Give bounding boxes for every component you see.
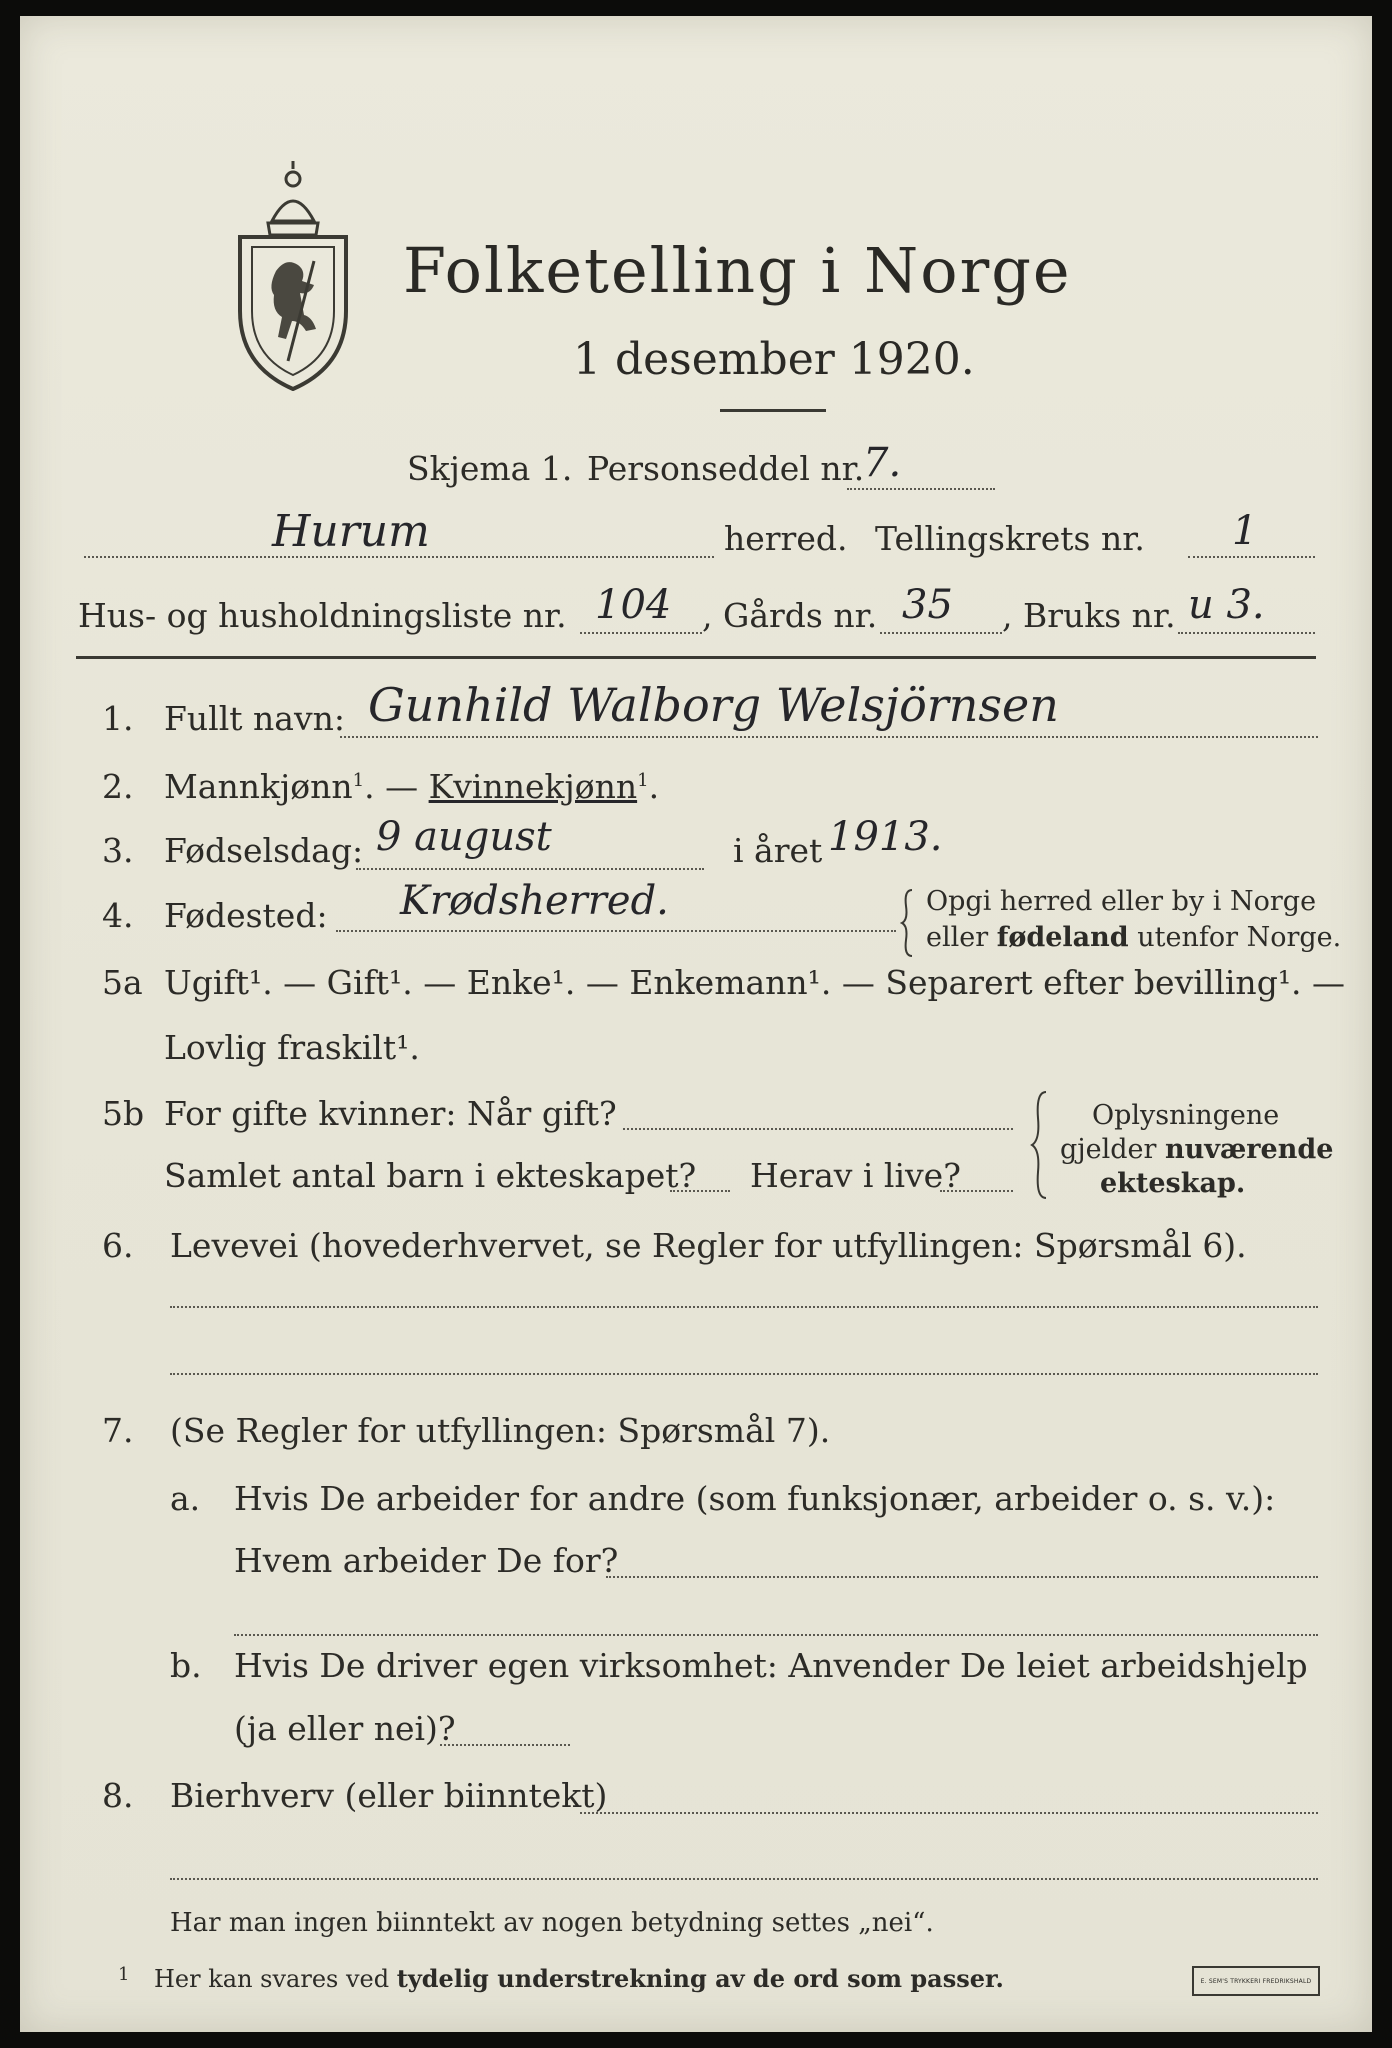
q5b-children-label: Samlet antal barn i ekteskapet?: [164, 1156, 697, 1195]
q6-line2: [170, 1373, 1318, 1375]
q5b-alive-line: [940, 1190, 1013, 1192]
q3-year-value[interactable]: 1913.: [828, 814, 943, 860]
title-divider: [720, 409, 826, 412]
q2-options: Mannkjønn$^1$. — Kvinnekjønn$^1$.: [164, 767, 660, 806]
hus-value[interactable]: 104: [595, 582, 672, 628]
census-date: 1 desember 1920.: [573, 334, 975, 385]
personseddel-label: Personseddel nr.: [587, 449, 865, 488]
herred-value[interactable]: Hurum: [272, 506, 430, 557]
q8-answer-line: [580, 1812, 1318, 1814]
q7a-line1: Hvis De arbeider for andre (som funksjonær, arbeider o. s. v.):: [234, 1479, 1276, 1518]
skjema-label: Skjema 1.: [407, 449, 573, 488]
bruks-value[interactable]: u 3.: [1188, 582, 1265, 628]
q4-brace: [900, 888, 916, 958]
tellingskrets-line: [1188, 556, 1315, 558]
printer-stamp: E. SEM'S TRYKKERI FREDRIKSHALD: [1192, 1966, 1320, 1996]
q5b-note-line2: gjelder nuværende: [1060, 1134, 1334, 1165]
tellingskrets-value[interactable]: 1: [1232, 508, 1258, 554]
q5b-brace: [1030, 1090, 1050, 1200]
q8-number: 8.: [102, 1776, 134, 1815]
q3-year-label: i året: [733, 831, 823, 870]
q6-line1: [170, 1306, 1318, 1308]
coat-of-arms-icon: [232, 161, 354, 391]
footnote-text: Her kan svares ved tydelig understrekning av de ord som passer.: [154, 1964, 1004, 1993]
q5b-note-line1: Oplysningene: [1092, 1100, 1280, 1131]
q5b-note-line3: ekteskap.: [1100, 1168, 1246, 1199]
q7a-answer-line: [606, 1576, 1318, 1578]
q4-line: [336, 930, 896, 932]
q5b-children-line: [670, 1190, 730, 1192]
q5a-options-cont[interactable]: Lovlig fraskilt¹.: [164, 1028, 420, 1067]
q1-line: [340, 736, 1318, 738]
tellingskrets-label: Tellingskrets nr.: [875, 519, 1145, 558]
q7b-line2: (ja eller nei)?: [234, 1709, 456, 1748]
q5a-number: 5a: [102, 963, 143, 1002]
q5b-alive-label: Herav i live?: [750, 1156, 961, 1195]
q3-number: 3.: [102, 831, 134, 870]
q7b-answer-line: [440, 1744, 570, 1746]
q8-answer-line2: [170, 1878, 1318, 1880]
personseddel-line: [847, 488, 995, 490]
footer-note: Har man ingen biinntekt av nogen betydning settes „nei“.: [170, 1908, 934, 1938]
section-divider: [76, 656, 1316, 659]
footnote-number: 1: [118, 1964, 130, 1985]
q6-number: 6.: [102, 1226, 134, 1265]
gards-value[interactable]: 35: [902, 582, 953, 628]
hus-label: Hus- og husholdningsliste nr.: [78, 596, 567, 635]
q5a-options[interactable]: Ugift¹. — Gift¹. — Enke¹. — Enkemann¹. — Separert efter bevilling¹. —: [164, 963, 1346, 1002]
q7b-line1: Hvis De driver egen virksomhet: Anvender De leiet arbeidshjelp: [234, 1646, 1308, 1685]
gards-line: [880, 632, 1002, 634]
q7-number: 7.: [102, 1411, 134, 1450]
q5b-label: For gifte kvinner: Når gift?: [164, 1094, 617, 1133]
q2-number: 2.: [102, 767, 134, 806]
q7a-letter: a.: [170, 1479, 201, 1518]
q4-label: Fødested:: [164, 896, 328, 935]
hus-line: [580, 632, 702, 634]
q3-day-value[interactable]: 9 august: [376, 814, 552, 860]
q7-label: (Se Regler for utfyllingen: Spørsmål 7).: [170, 1411, 831, 1450]
census-form-sheet: [20, 16, 1372, 2032]
herred-label: herred.: [724, 519, 848, 558]
q1-value[interactable]: Gunhild Walborg Welsjörnsen: [368, 678, 1059, 732]
q7b-letter: b.: [170, 1646, 202, 1685]
q7a-answer-line2: [234, 1634, 1318, 1636]
q3-day-line: [356, 868, 704, 870]
q4-note-line2: eller fødeland utenfor Norge.: [926, 922, 1342, 953]
q2-female-option[interactable]: Kvinnekjønn: [428, 767, 638, 806]
q1-label: Fullt navn:: [164, 699, 345, 738]
q2-separator: . —: [364, 767, 429, 806]
q6-label: Levevei (hovederhvervet, se Regler for utfyllingen: Spørsmål 6).: [170, 1226, 1247, 1265]
bruks-line: [1178, 632, 1315, 634]
gards-label: , Gårds nr.: [702, 596, 878, 635]
q2-male-option[interactable]: Mannkjønn: [164, 767, 353, 806]
q3-label: Fødselsdag:: [164, 831, 364, 870]
personseddel-value[interactable]: 7.: [863, 440, 902, 486]
q5b-when-line: [623, 1128, 1013, 1130]
q7a-line2: Hvem arbeider De for?: [234, 1541, 619, 1580]
q1-number: 1.: [102, 699, 134, 738]
q5b-number: 5b: [102, 1094, 145, 1133]
q8-label: Bierhverv (eller biinntekt): [170, 1776, 608, 1815]
q4-number: 4.: [102, 896, 134, 935]
q4-value[interactable]: Krødsherred.: [400, 878, 669, 924]
bruks-label: , Bruks nr.: [1002, 596, 1176, 635]
q4-note-line1: Opgi herred eller by i Norge: [926, 886, 1317, 917]
form-title: Folketelling i Norge: [403, 234, 1072, 307]
